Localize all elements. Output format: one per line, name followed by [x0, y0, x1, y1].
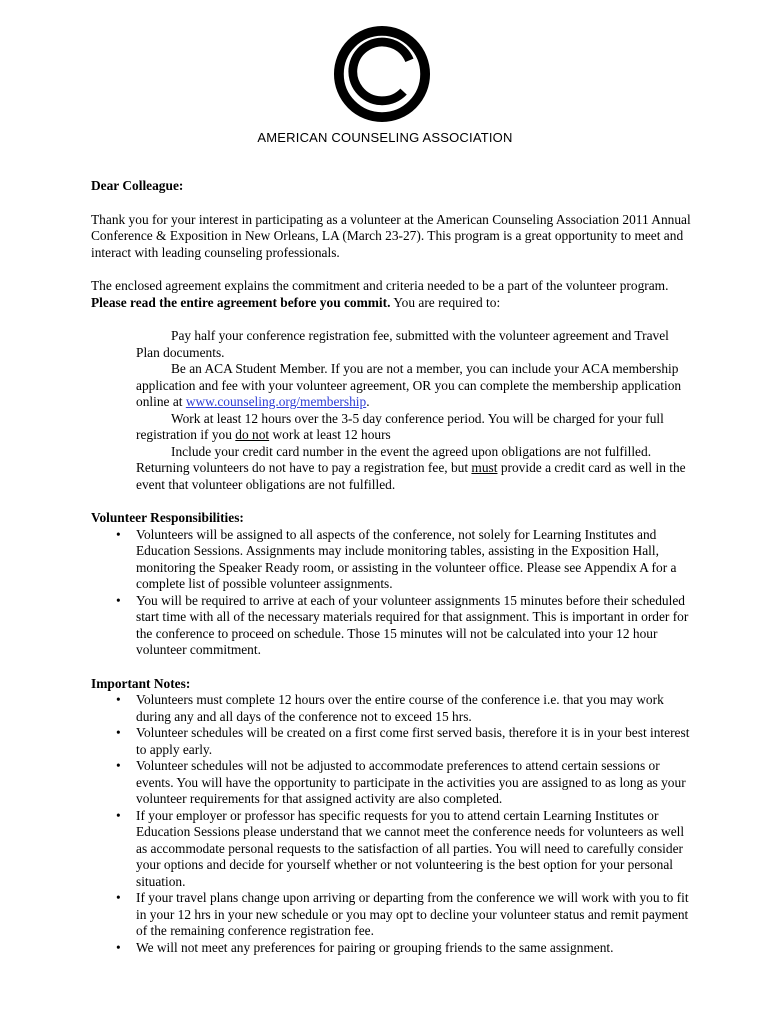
credit-underline: must — [471, 460, 498, 475]
responsibilities-heading: Volunteer Responsibilities: — [91, 510, 244, 525]
letter-body — [91, 178, 691, 973]
list-item: • If your travel plans change upon arriving or departing from the conference we will work with you to fit in your 12 hrs in your new schedule or you may opt to decline your volunteer status and remit payment of the remaining conference registration fee. — [136, 890, 691, 940]
hours-text-a: Work at least 12 hours over the 3-5 day conference period. You will be charged for your full registration if you — [136, 410, 664, 442]
requirements-list — [91, 328, 691, 493]
list-item: • Volunteer schedules will not be adjusted to accommodate preferences to attend certain sessions or events. You will have the opportunity to participate in the activities you are assigned to as long as your volunteer requirements for that assigned activity are also completed. — [136, 758, 691, 808]
membership-link[interactable]: www.counseling.org/membership — [185, 394, 367, 409]
membership-text: Be an ACA Student Member. If you are not a member, you can include your ACA membership application and fee with your volunteer agreement, OR you can complete the membership application online at — [136, 361, 682, 409]
hours-underline: do not — [235, 427, 270, 442]
requirement-membership — [136, 361, 691, 411]
greeting: Dear Colleague: — [91, 178, 184, 193]
requirement-fee: Pay half your conference registration fee, submitted with the volunteer agreement and Travel Plan documents. — [136, 328, 669, 360]
credit-text-b: provide a credit card as well in the event that volunteer obligations are not fulfilled. — [136, 460, 686, 492]
requirement-credit-card — [136, 444, 691, 494]
agreement-text: The enclosed agreement explains the commitment and criteria needed to be a part of the volunteer program. — [91, 278, 669, 293]
aca-logo — [333, 25, 431, 123]
organization-name: AMERICAN COUNSELING ASSOCIATION — [257, 130, 513, 145]
credit-text-a: Include your credit card number in the event the agreed upon obligations are not fulfilled. Returning volunteers do not have to pay a registration fee, but — [136, 443, 652, 475]
list-item: • Volunteer schedules will be created on a first come first served basis, therefore it is in your best interest to apply early. — [136, 725, 691, 758]
agreement-tail: You are required to: — [390, 294, 501, 310]
list-item: • If your employer or professor has specific requests for you to attend certain Learning Institutes or Education Sessions please understand that we cannot meet the conference needs for volunteers as well as accommodate personal requests to the satisfaction of all parties. You will need to carefully consider your options and decide for yourself whether or not volunteering is the best option for your personal situation. — [136, 808, 691, 891]
list-item: • Volunteers must complete 12 hours over the entire course of the conference i.e. that you may work during any and all days of the conference not to exceed 15 hrs. — [136, 692, 691, 725]
agreement-emphasis: Please read the entire agreement before you commit. — [91, 294, 391, 310]
list-item: • You will be required to arrive at each of your volunteer assignments 15 minutes before their scheduled start time with all of the necessary materials required for that assignment. This is important in order for the conference to proceed on schedule. Those 15 minutes will not be calculated into your 12 hour volunteer commitment. — [136, 593, 691, 659]
list-item: • We will not meet any preferences for pairing or grouping friends to the same assignment. — [136, 940, 691, 957]
list-item: • Volunteers will be assigned to all aspects of the conference, not solely for Learning Institutes and Education Sessions. Assignments may include monitoring tables, assisting in the Exposition Hall, monitoring the Speaker Ready room, or assisting in the volunteer office. Please see Appendix A for a complete list of possible volunteer assignments. — [136, 527, 691, 593]
hours-text-b: work at least 12 hours — [269, 427, 391, 442]
membership-end: . — [366, 394, 370, 409]
agreement-paragraph — [91, 278, 691, 311]
responsibilities-list — [91, 527, 691, 659]
intro-paragraph: Thank you for your interest in participating as a volunteer at the American Counseling Association 2011 Annual Conference & Exposition in New Orleans, LA (March 23-27). This program is a great opportunity to meet and interact with leading counseling professionals. — [91, 211, 691, 260]
requirement-hours — [136, 411, 691, 444]
notes-list — [91, 692, 691, 956]
notes-heading: Important Notes: — [91, 675, 191, 691]
